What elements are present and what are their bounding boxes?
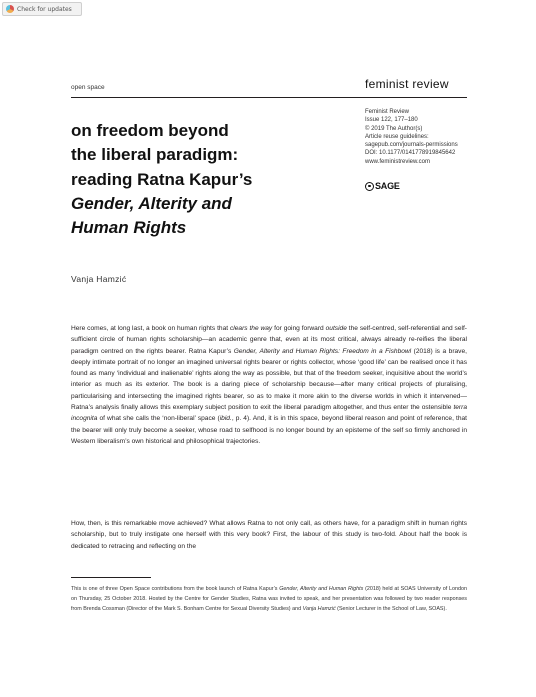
footnote-rule: [71, 577, 151, 578]
title-line-3: reading Ratna Kapur’s: [71, 169, 253, 189]
footnote-author: Vanja Hamzić: [302, 606, 336, 612]
meta-issue: Issue 122, 177–180: [365, 117, 418, 124]
p1-text: , p. 4). And, it is in this space, beyond liberal reason and point of reference, that the bearer will only truly become a seeker, whose road to selfhood is no longer bound by an episteme of the self so firmly anchored in Western liberalism’s own historical and philosophical trajectories.: [71, 415, 467, 445]
badge-label: Check for updates: [17, 5, 72, 13]
header-rule: [71, 97, 467, 98]
check-for-updates-badge[interactable]: [2, 2, 82, 16]
p1-text: the self-centred, self-referential and self-sufficient circle of human rights scholarship—an academic genre that, even at its most critical, always already re-reifies the liberal paradigm centred on the rights bearer. Ratna Kapur’s: [71, 325, 467, 355]
meta-reuse: Article reuse guidelines:: [365, 133, 429, 140]
author-name: Vanja Hamzić: [71, 274, 127, 284]
p1-text: for going forward: [272, 325, 326, 332]
p1-text: (2018) is a brave, deeply intimate portrait of no longer an imagined universal rights bearer or rights collector, whose ‘good life’ can be realised once it has found as many ‘individual and inalienable’ rights along the way as possible, but that of the freedom seeker, inquisitive about the world’s interior as much as its exterior. The book is a daring piece of scholarship because—after many critical projects of pluralising, particularising and intersecting the imagined rights bearer, so as to make it more akin to the diverse worlds in which it intervened—Ratna’s analysis finally allows this exemplary subject position to exit the liberal paradigm altogether, and thus enter the ostensible: [71, 347, 467, 412]
footnote-text: (2018) held at SOAS University of London on Thursday, 25 October 2018. Hosted by the Centre for Gender Studies, Ratna was invited to speak, and her presentation was followed by two reader responses from Brenda Cossman (Director of the Mark S. Bonham Centre for Sexual Diversity Studies) and: [71, 586, 467, 612]
section-label: open space: [71, 84, 105, 91]
article-metadata: [365, 108, 458, 166]
footnote: [71, 584, 467, 614]
body-paragraph-1: [71, 323, 467, 447]
p1-book-title: Gender, Alterity and Human Rights: Freedom in a Fishbowl: [233, 347, 412, 355]
title-line-5: Human Rights: [71, 218, 187, 238]
meta-website[interactable]: www.feministreview.com: [365, 158, 431, 165]
publisher-logo: [365, 181, 400, 191]
footnote-book-title: Gender, Alterity and Human Rights: [279, 586, 364, 592]
p1-emphasis: ibid.: [219, 415, 232, 423]
p1-emphasis: outside: [325, 325, 347, 332]
title-line-4: Gender, Alterity and: [71, 193, 232, 213]
p1-emphasis: clears the way: [229, 325, 273, 332]
p1-text: of what she calls the ‘non-liberal’ space (: [97, 415, 220, 423]
sage-icon: [365, 182, 374, 191]
footnote-text: (Senior Lecturer in the School of Law, SOAS).: [335, 606, 447, 612]
journal-logo: feminist review: [365, 77, 449, 91]
p1-text: Here comes, at long last, a book on human rights that: [71, 325, 230, 332]
crossmark-icon: [6, 5, 14, 13]
meta-copyright: © 2019 The Author(s): [365, 125, 423, 132]
meta-permissions-link[interactable]: sagepub.com/journals-permissions: [365, 142, 458, 149]
meta-doi[interactable]: DOI: 10.1177/0141778919845642: [365, 150, 456, 157]
publisher-name: SAGE: [375, 181, 400, 191]
title-line-2: the liberal paradigm:: [71, 145, 239, 165]
article-title: [71, 119, 361, 240]
meta-journal: Feminist Review: [365, 109, 410, 115]
title-line-1: on freedom beyond: [71, 121, 229, 140]
p1-emphasis: terra incognita: [71, 404, 467, 423]
footnote-text: This is one of three Open Space contributions from the book launch of Ratna Kapur’s: [71, 586, 280, 592]
body-paragraph-2: How, then, is this remarkable move achieved? What allows Ratna to not only call, as others have, for a paradigm shift in human rights scholarship, but to truly instigate one herself with this very book? First, the labour of this study is two-fold. About half the book is dedicated to retracing and reflecting on the: [71, 520, 467, 550]
